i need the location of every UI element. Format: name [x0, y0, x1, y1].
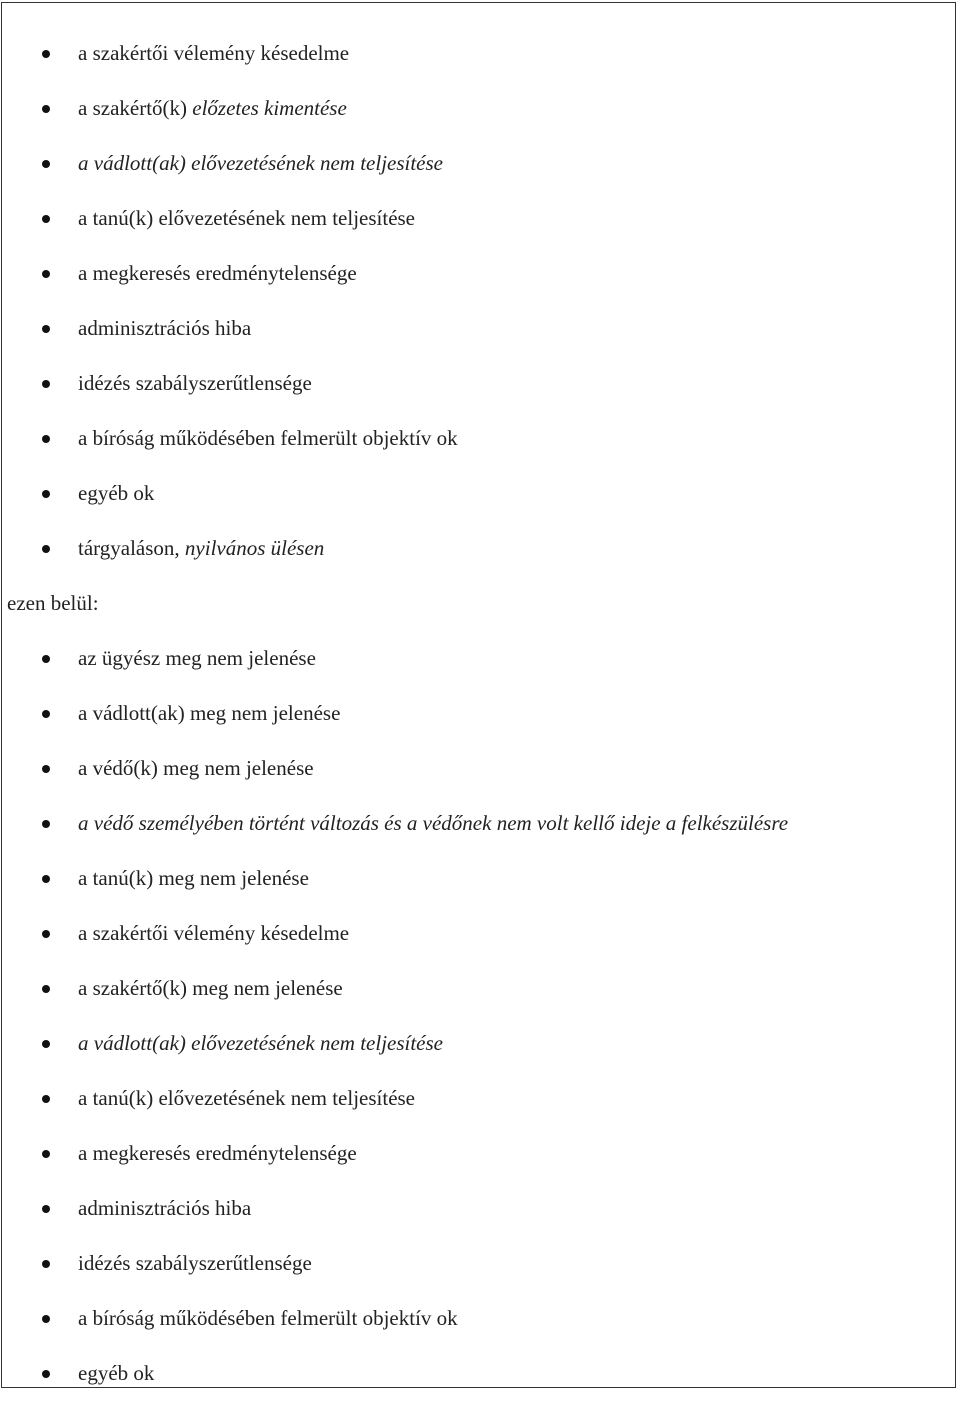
list-item-label: idézés szabályszerűtlensége — [78, 371, 312, 395]
list-item-text — [78, 1181, 251, 1236]
bullet-icon — [42, 985, 50, 993]
list-item-text — [78, 1291, 458, 1346]
bullet-icon — [42, 1260, 50, 1268]
list-item-text — [78, 1016, 443, 1071]
list-item-text — [78, 356, 312, 411]
bullet-icon — [42, 710, 50, 718]
list-item — [2, 796, 957, 851]
bullet-icon — [42, 490, 50, 498]
list-item-label: a bíróság működésében felmerült objektív ok — [78, 426, 458, 450]
list-item — [2, 1291, 957, 1346]
list-item-text — [78, 26, 349, 81]
bullet-icon — [42, 1040, 50, 1048]
list-item-label: egyéb ok — [78, 481, 155, 505]
list-item-text — [78, 1236, 312, 1291]
list-item-label: a megkeresés eredménytelensége — [78, 1141, 357, 1165]
list-item — [2, 1236, 957, 1291]
list-item-label: a védő(k) meg nem jelenése — [78, 756, 314, 780]
list-item — [2, 961, 957, 1016]
bullet-icon — [42, 655, 50, 663]
list-item-label: idézés szabályszerűtlensége — [78, 1251, 312, 1275]
list-item-text — [78, 1126, 357, 1181]
bullet-icon — [42, 325, 50, 333]
list-item-label: a vádlott(ak) elővezetésének nem teljesítése — [78, 1031, 443, 1055]
bullet-icon — [42, 930, 50, 938]
list-item — [2, 466, 957, 521]
list-item — [2, 1016, 957, 1071]
list-item-text — [78, 796, 788, 851]
list-item-label: adminisztrációs hiba — [78, 316, 252, 340]
list-item-text — [78, 906, 349, 961]
list-item-label: a bíróság működésében felmerült objektív ok — [78, 1306, 458, 1330]
list-item-text — [78, 686, 340, 741]
bullet-icon — [42, 820, 50, 828]
list-item — [2, 136, 957, 191]
list-item-text — [78, 741, 314, 796]
bullet-icon — [42, 1205, 50, 1213]
list-item-label: a szakértői vélemény késedelme — [78, 41, 350, 65]
list-item-label: a szakértői vélemény késedelme — [78, 921, 350, 945]
bullet-icon — [42, 1150, 50, 1158]
list-item-italic-label: előzetes kimentése — [192, 96, 347, 120]
list-item-label: a tanú(k) elővezetésének nem teljesítése — [78, 1086, 416, 1110]
list-item — [2, 81, 957, 136]
list-item — [2, 191, 957, 246]
list-item — [2, 1181, 957, 1236]
list-item-text — [78, 961, 343, 1016]
document-page — [1, 2, 956, 1388]
bullet-icon — [42, 1095, 50, 1103]
list-item — [2, 1126, 957, 1181]
list-item — [2, 26, 957, 81]
bullet-icon — [42, 50, 50, 58]
bullet-icon — [42, 270, 50, 278]
list-item — [2, 906, 957, 961]
list-item-label: a tanú(k) meg nem jelenése — [78, 866, 309, 890]
bullet-icon — [42, 215, 50, 223]
list-item-text — [78, 136, 443, 191]
bullet-icon — [42, 380, 50, 388]
list-item-label: a vádlott(ak) meg nem jelenése — [78, 701, 341, 725]
bullet-icon — [42, 160, 50, 168]
list-item-label: a szakértő(k) meg nem jelenése — [78, 976, 343, 1000]
bullet-icon — [42, 1315, 50, 1323]
bullet-icon — [42, 1370, 50, 1378]
list-item — [2, 1071, 957, 1126]
bullet-icon — [42, 105, 50, 113]
list-item — [2, 246, 957, 301]
bullet-icon — [42, 545, 50, 553]
bullet-icon — [42, 765, 50, 773]
list-item-text — [78, 466, 154, 521]
list-item-label: a megkeresés eredménytelensége — [78, 261, 357, 285]
list-item-label: tárgyaláson, — [78, 536, 185, 560]
list-item-label: a tanú(k) elővezetésének nem teljesítése — [78, 206, 416, 230]
list-item-label: a vádlott(ak) elővezetésének nem teljesítése — [78, 151, 443, 175]
document-list — [2, 26, 957, 1401]
list-item-label: ezen belül: — [7, 591, 99, 615]
list-item-label: egyéb ok — [78, 1361, 155, 1385]
list-item — [2, 631, 957, 686]
list-item-text — [78, 521, 324, 576]
list-item — [2, 741, 957, 796]
list-item-label: az ügyész meg nem jelenése — [78, 646, 316, 670]
list-item-text — [78, 851, 309, 906]
list-item — [2, 301, 957, 356]
list-item-text — [78, 246, 357, 301]
list-item-text — [78, 1071, 415, 1126]
list-item-text — [78, 81, 347, 136]
bullet-icon — [42, 435, 50, 443]
list-item-label: a védő személyében történt változás és a védőnek nem volt kellő ideje a felkészülésre — [78, 811, 789, 835]
list-item-label: a szakértő(k) — [78, 96, 193, 120]
list-item-text — [78, 191, 415, 246]
list-item-text — [7, 576, 99, 631]
list-item — [2, 411, 957, 466]
list-item — [2, 356, 957, 411]
list-item — [2, 686, 957, 741]
list-item-text — [78, 301, 251, 356]
list-item — [2, 521, 957, 576]
section-label — [2, 576, 957, 631]
list-item-text — [78, 411, 458, 466]
list-item-text — [78, 631, 316, 686]
list-item-italic-label: nyilvános ülésen — [184, 536, 325, 560]
bullet-icon — [42, 875, 50, 883]
list-item — [2, 851, 957, 906]
list-item-label: adminisztrációs hiba — [78, 1196, 252, 1220]
